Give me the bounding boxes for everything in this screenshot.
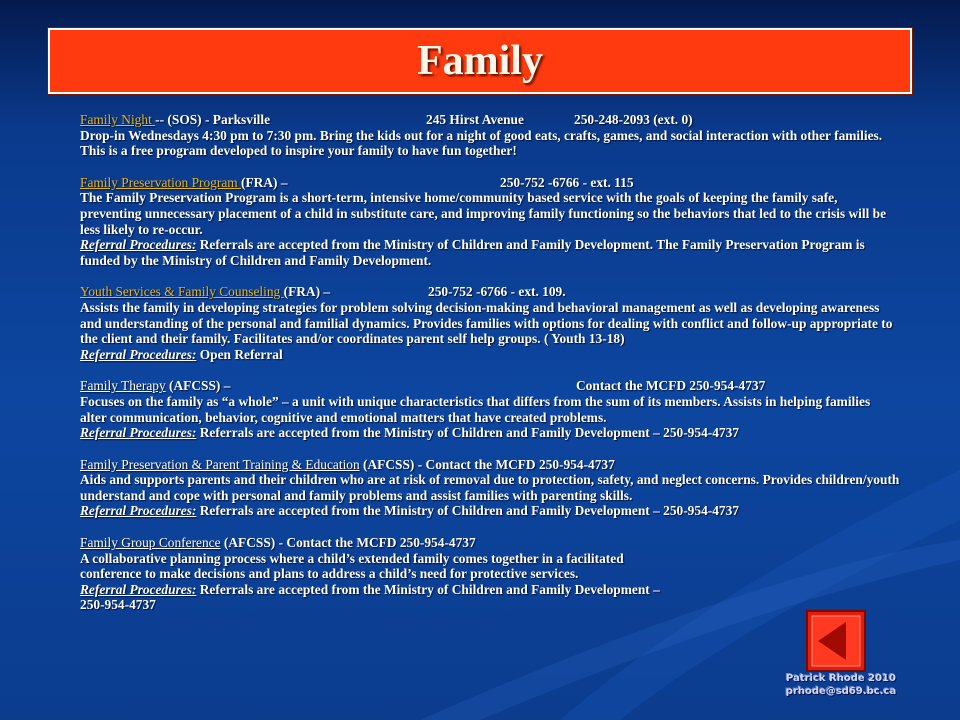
- family-night-link[interactable]: Family Night: [80, 112, 156, 127]
- referral-procedures: [80, 347, 900, 363]
- service-description-line: conference to make decisions and plans to address a child’s need for protective services.: [80, 566, 579, 582]
- referral-phone: 250-954-4737: [80, 597, 156, 613]
- service-family-group-conference: [80, 535, 900, 613]
- service-heading: [80, 457, 900, 473]
- service-description: The Family Preservation Program is a short-term, intensive home/community based service with the goals of keeping the family safe, preventing unnecessary placement of a child in substitute care, and improving family functioning so the behaviors that led to the crisis will be less likely to re-occur.: [80, 190, 887, 237]
- author-signature: [776, 672, 906, 698]
- referral-procedures: [80, 237, 900, 268]
- family-therapy-link[interactable]: Family Therapy: [80, 378, 166, 394]
- service-family-preservation: [80, 175, 900, 269]
- service-parent-training: [80, 457, 900, 519]
- service-heading: [80, 284, 900, 300]
- referral-procedures: [80, 503, 900, 519]
- service-org: (AFCSS) –: [165, 378, 231, 394]
- service-heading: [80, 175, 900, 191]
- referral-label: Referral Procedures:: [80, 503, 197, 519]
- service-phone: 250-752 -6766 - ext. 109.: [428, 284, 566, 300]
- service-description: Focuses on the family as “a whole” – a unit with unique characteristics that differs from the sum of its members. Assists in helping families alter communication, behavior, cognitive and emotional matters that have created problems.: [80, 393, 871, 425]
- family-group-conference-link[interactable]: Family Group Conference: [80, 535, 221, 551]
- family-preservation-link[interactable]: Family Preservation Program: [80, 174, 242, 190]
- service-description: Assists the family in developing strategies for problem solving decision-making and behavioral management as well as developing awareness and understanding of the personal and familial dynamics. Provides families with options for dealing with conflict and follow-up appropriate to the client and their family. Facilitates and/or coordinates parent self help groups. ( Youth 13-18): [80, 299, 893, 347]
- referral-text: Referrals are accepted from the Ministry of Children and Family Development – 250-954-4737: [196, 503, 740, 519]
- service-heading: [80, 535, 900, 551]
- referral-label: Referral Procedures:: [80, 237, 197, 253]
- parent-training-link[interactable]: Family Preservation & Parent Training & Education: [80, 456, 360, 472]
- referral-text: Open Referral: [196, 346, 283, 362]
- service-address: 245 Hirst Avenue: [426, 112, 524, 127]
- referral-procedures: [80, 425, 900, 441]
- referral-label: Referral Procedures:: [80, 425, 197, 441]
- service-org: (AFCSS) - Contact the MCFD 250-954-4737: [359, 456, 615, 472]
- services-list: [80, 112, 900, 629]
- youth-services-link[interactable]: Youth Services & Family Counseling: [80, 284, 284, 300]
- red-square-arrow-icon[interactable]: [806, 610, 866, 672]
- service-heading: [80, 378, 900, 394]
- referral-procedures: [80, 582, 900, 598]
- service-heading: [80, 112, 900, 128]
- service-org: -- (SOS) - Parksville: [155, 112, 271, 127]
- signature-name: Patrick Rhode 2010: [786, 673, 896, 684]
- service-family-night: [80, 112, 900, 159]
- service-description: Drop-in Wednesdays 4:30 pm to 7:30 pm. Bring the kids out for a night of good eats, crafts, games, and social interaction with other families. This is a free program developed to inspire your family to have fun together!: [80, 127, 883, 159]
- title-banner: [48, 28, 912, 94]
- service-org: (FRA) –: [241, 174, 288, 190]
- page-title: Family: [417, 38, 543, 84]
- service-family-therapy: [80, 378, 900, 440]
- service-phone: Contact the MCFD 250-954-4737: [576, 378, 766, 394]
- signature-email: prhode@sd69.bc.ca: [785, 686, 897, 697]
- service-description: Aids and supports parents and their children who are at risk of removal due to protection, safety, and neglect concerns. Provides children/youth understand and cope with personal and family problems and assist families with parenting skills.: [80, 472, 900, 503]
- referral-label: Referral Procedures:: [80, 581, 197, 597]
- service-youth-counseling: [80, 284, 900, 362]
- service-phone: 250-248-2093 (ext. 0): [574, 112, 693, 127]
- referral-text: Referrals are accepted from the Ministry of Children and Family Development –: [196, 581, 660, 597]
- referral-text: Referrals are accepted from the Ministry of Children and Family Development – 250-954-4737: [196, 425, 740, 441]
- referral-text: Referrals are accepted from the Ministry of Children and Family Development. The Family Preservation Program is funded by the Ministry of Children and Family Development.: [80, 237, 865, 268]
- service-phone: 250-752 -6766 - ext. 115: [500, 174, 634, 190]
- referral-label: Referral Procedures:: [80, 346, 197, 362]
- service-description-line: A collaborative planning process where a child’s extended family comes together in a facilitated: [80, 550, 624, 566]
- service-org: (FRA) –: [283, 284, 331, 300]
- service-org: (AFCSS) - Contact the MCFD 250-954-4737: [220, 535, 476, 551]
